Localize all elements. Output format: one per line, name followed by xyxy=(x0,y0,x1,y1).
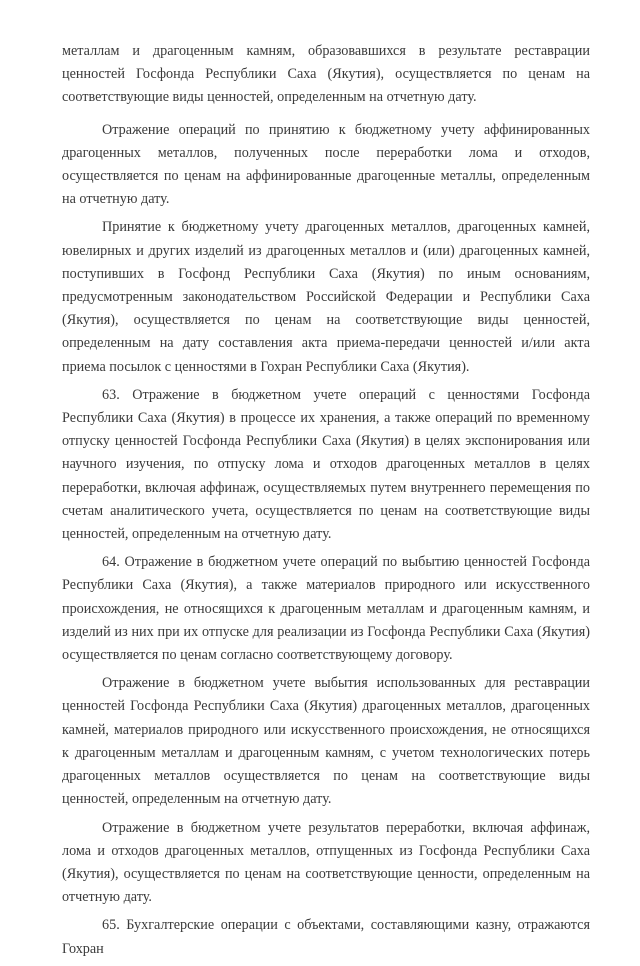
paragraph-affinated-metals: Отражение операций по принятию к бюджетному учету аффинированных драгоценных металлов, полученных после переработки лома и отходов, осуществляется по ценам на аффинированные драгоценные металлы, определенным на отчетную дату. xyxy=(62,121,590,208)
paragraph-acceptance: Принятие к бюджетному учету драгоценных металлов, драгоценных камней, ювелирных и других изделий из драгоценных металлов и (или) драгоценных камней, поступивших в Госфонд Республики Саха (Якутия) по иным основаниям, предусмотренным законодательством Российской Федерации и Республики Саха (Якутия), осуществляется по ценам на соответствующие виды ценностей, определенным на дату составления акта приема-передачи ценностей и/или акта приема посылок с ценностями в Гохран Республики Саха (Якутия). xyxy=(62,219,590,375)
paragraph-63: 63. Отражение в бюджетном учете операций с ценностями Госфонда Республики Саха (Якутия) в процессе их хранения, а также операций по временному отпуску ценностей Госфонда Республики Саха (Якутия) в целях экспонирования или научного изучения, по отпуску лома и отходов драгоценных металлов в целях переработки, включая аффинаж, осуществляемых путем внутреннего перемещения по счетам аналитического учета, осуществляется по ценам на соответствующие виды ценностей, определенным на отчетную дату. xyxy=(62,386,590,543)
paragraph-64: 64. Отражение в бюджетном учете операций по выбытию ценностей Госфонда Республики Саха (Якутия), а также материалов природного или искусственного происхождения, не относящихся к драгоценным металлам и драгоценным камням, и изделий из них при их отпуске для реализации из Госфонда Республики Саха (Якутия) осуществляется по ценам согласно соответствующему договору. xyxy=(62,554,590,664)
paragraph-processing-results: Отражение в бюджетном учете результатов переработки, включая аффинаж, лома и отходов драгоценных металлов, отпущенных из Госфонда Республики Саха (Якутия), осуществляется по ценам на соответствующие ценности, определенным на отчетную дату. xyxy=(62,819,590,906)
document-body xyxy=(62,40,590,966)
paragraph-65: 65. Бухгалтерские операции с объектами, составляющими казну, отражаются Гохран xyxy=(62,917,590,957)
paragraph-continuation: металлам и драгоценным камням, образовавшихся в результате реставрации ценностей Госфонда Республики Саха (Якутия), осуществляется по ценам на соответствующие виды ценностей, определенным на отчетную дату. xyxy=(62,43,590,106)
paragraph-restoration-disposal: Отражение в бюджетном учете выбытия использованных для реставрации ценностей Госфонда Республики Саха (Якутия) драгоценных металлов, драгоценных камней, материалов природного или искусственного происхождения, не относящихся к драгоценным металлам и драгоценным камням, с учетом технологических потерь драгоценных металлов осуществляется по ценам на соответствующие виды ценностей, определенным на отчетную дату. xyxy=(62,675,590,808)
